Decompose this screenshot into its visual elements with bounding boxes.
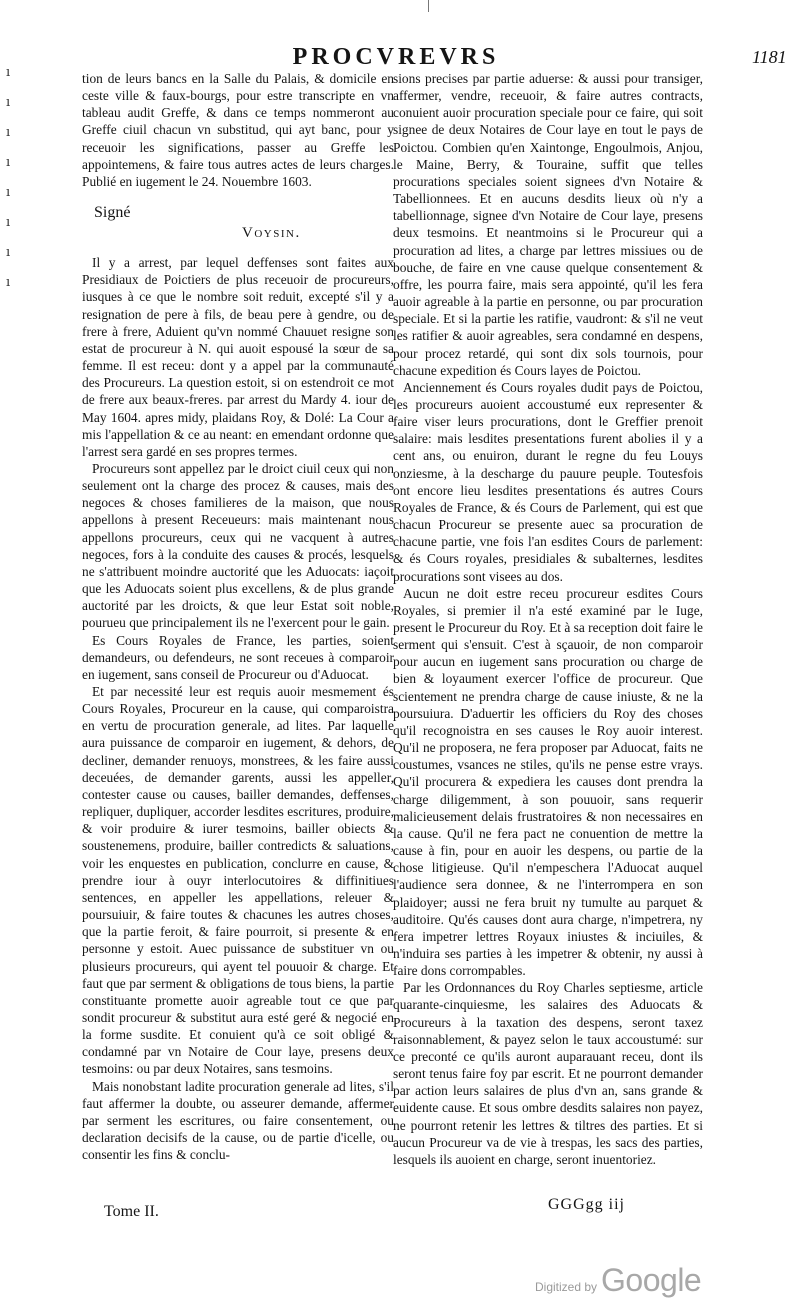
paragraph: Procureurs sont appellez par le droict ciuil ceux qui non seulement ont la charge des procez & causes, mais des negoces & choses familieres de la maison, que nous appellons à present Receueurs: mais maintenant nous appellons procureurs, ceux qui ne vacquent à autres negoces, fors à la conduite des causes & procés, lesquels ne s'attribuent moindre auctorité que les Aduocats: iaçoit que les Aduocats soient plus excellens, & de plus grande auctorité par les droicts, & que leur Estat soit noble, pourueu que principalement ils ne l'exercent pour le gain.	[82, 460, 394, 631]
margin-tick: ı	[6, 125, 11, 140]
paragraph: sions precises par partie aduerse: & aussi pour transiger, affermer, vendre, receuoir, & faire autres contracts, conuient auoir procuration speciale pour ce faire, qui soit signee de deux Notaires de Cour laye en tout le pays de Poictou. Combien qu'en Xaintonge, Engoulmois, Anjou, le Maine, Berry, & Touraine, suffit que telles procurations speciales soient signees d'vn Notaire & Tabellionnees. Et en aucuns desdits lieux où n'y a tabellionnage, signee d'vn Notaire de Cour laye, presens deux tesmoins. Et neantmoins si le Procureur qui a procuration ad lites, a charge par lettres missiues ou de bouche, de faire en vne cause quelque consentement & offre, les pourra faire, mais sera appointé, qu'il les fera auoir agreable à la partie en personne, ou par procuration speciale. Et si la partie les ratifie, vaudront: & s'il ne veut les ratifier & auoir agreables, sera condamné en despens, pour procez retardé, qui sont dix sols tournois, pour chacune expedition és Cours layes de Poictou.	[393, 71, 703, 378]
google-logo: Google	[601, 1262, 702, 1298]
signe-label: Signé	[94, 204, 131, 222]
volume-label: Tome II.	[104, 1203, 159, 1220]
margin-tick: ı	[6, 215, 11, 230]
margin-tick: ı	[6, 275, 11, 290]
margin-tick: ı	[6, 185, 11, 200]
paragraph: Aucun ne doit estre receu procureur esdites Cours Royales, si premier il n'a esté examiné par le Iuge, present le Procureur du Roy. Et à sa reception doit faire le serment qui s'ensuit. C'est à sçauoir, de non comparoir pour aucun en iugement sans procuration ou charge de bien & loyaument exercer l'office de procureur. Que scientement ne prendra charge de cause iniuste, & ne la poursuiura. D'aduertir les officiers du Roy des choses qu'il recognoistra en ses causes le Roy auoir interest. Qu'il ne proposera, ne fera proposer par Aduocat, faits ne coustumes, vsances ne stiles, qu'ils ne pense estre vrays. Qu'il procurera & expediera les causes dont prendra la charge diligemment, à son pouuoir, sans requerir malicieusement delais frustratoires & non necessaires en la cause. Qu'il ne fera pact ne conuention de mettre la cause à fin, pour en auoir les despens, ou partie de la chose litigieuse. Qu'il n'empeschera l'Aduocat auquel l'audience sera donnee, & ne l'interrompera en son plaidoyer; aussi ne fera bruit ny tumulte au parquet & auditoire. Qu'és causes dont aura charge, n'impetrera, ny fera impetrer lettres Royaux iniustes & inciuiles, & n'induira ses parties à les impetrer & obtenir, ny aussi à faire dons corrompables.	[393, 585, 703, 979]
left-column	[82, 70, 394, 1163]
margin-tick: ı	[6, 95, 11, 110]
margin-tick-marks	[6, 58, 22, 298]
paragraph: Es Cours Royales de France, les parties, soient demandeurs, ou defendeurs, ne sont receues à comparoir en iugement, sans conseil de Procureur ou d'Aduocat.	[82, 632, 394, 682]
margin-tick: ı	[6, 245, 11, 260]
top-crop-mark	[428, 0, 429, 12]
paragraph: tion de leurs bancs en la Salle du Palais, & domicile en ceste ville & faux-bourgs, pour estre transcripte en vn tableau audit Greffe, & dans ce temps nommeront au Greffe ciuil chacun vn substitud, qui ayt banc, pour y receuoir les significations, passer au Greffe les appointemens, & faire tous autres actes de leurs charges. Publié en iugement le 24. Nouembre 1603.	[82, 71, 394, 189]
page-number: 1181	[752, 47, 787, 67]
running-head: PROCVREVRS	[292, 44, 500, 70]
right-column	[393, 70, 703, 1168]
margin-tick: ı	[6, 65, 11, 80]
paragraph: Et par necessité leur est requis auoir mesmement és Cours Royales, Procureur en la cause, qui comparoistra en vertu de procuration generale, ad lites. Par laquelle aura puissance de comparoir en iugement, & dehors, de decliner, demander renuoys, monstrees, & les faire aussi deceuées, de demander garents, aussi les appeller, contester cause ou causes, bailler demandes, deffenses, repliquer, dupliquer, accorder lesdites escritures, produire, & voir produire & iurer tesmoins, bailler obiects & soustenemens, produire, bailler contredicts & saluations, voir les enquestes en publication, conclurre en cause, & prendre iour à ouyr interlocutoires & diffinitiues sentences, en appeller les appellations, releuer & poursuiuir, & faire toutes & chacunes les autres choses, que la partie feroit, & faire pourroit, si presente & en personne y estoit. Auec puissance de substituer vn ou plusieurs procureurs, qui ayent tel pouuoir & charge. Et faut que par serment & obligations de tous biens, la partie constituante promette auoir agreable tout ce que par sondit procureur & substitut aura esté geré & negocié en la forme susdite. Et conuient qu'à ce soit obligé & condamné par vn Notaire de Cour laye, presens deux tesmoins: ou par deux Notaires, sans tesmoins.	[82, 684, 394, 1077]
printer-signature-mark: GGGgg iij	[548, 1196, 625, 1213]
digitization-watermark	[535, 1262, 701, 1299]
margin-tick: ı	[6, 155, 11, 170]
paragraph: Il y a arrest, par lequel deffenses sont faites aux Presidiaux de Poictiers de plus receuoir de procureurs, iusques à ce que le nombre soit reduit, excepté s'il y a resignation de pere à fils, de beau pere à gendre, ou de frere à frere, Aduient qu'vn nommé Chauuet resigne son estat de procureur à N. qui auoit espousé la sœur de sa femme. Il est receu: dont y a appel par la communauté des Procureurs. La question estoit, si on estendroit ce mot de frere aux beaux-freres. par arrest du Mardy 4. iour de May 1604. apres midy, plaidans Roy, & Dolé: La Cour a mis l'appellation & ce au neant: en emendant ordonne que l'arrest sera gardé en ses propres termes.	[82, 255, 394, 459]
digitized-by-text: Digitized by	[535, 1280, 598, 1294]
signature-block	[82, 204, 394, 244]
paragraph: Par les Ordonnances du Roy Charles septiesme, article quarante-cinquiesme, les salaires des Aduocats & Procureurs à la taxation des despens, seront taxez raisonnablement, & payez selon le taux accoustumé: sur ce preconté ce qu'ils auront auparauant receu, dont ils seront tenus faire foy par escrit. Et ne pourront demander par action leurs salaires de plus d'vn an, sans grande & euidente cause. Et sous ombre desdits salaires non payez, ne pourront retenir les lettres & tiltres des parties. Et si aucun Procureur va de vie à trespas, les sacs des parties, lesquels ils auoient en charge, seront inuentoriez.	[393, 980, 703, 1167]
paragraph: Mais nonobstant ladite procuration generale ad lites, s'il faut affermer la doubte, ou asseurer demande, affermer par serment les escritures, ou faire consentement, ou declaration decisifs de la cause, ou de partie d'icelle, ou consentir les fins & conclu-	[82, 1078, 394, 1163]
paragraph: Anciennement és Cours royales dudit pays de Poictou, les procureurs auoient accoustumé eux representer & faire viser leurs procurations, dont le Greffier prenoit salaire: mais lesdites presentations furent abolies il y a cent ans, ou enuiron, durant le regne du feu Louys onziesme, à la descharge du pauure peuple. Toutesfois ont encore lieu lesdites presentations és autres Cours Royales de France, & és Cours de Parlement, qui est que chacun Procureur se presente auec sa procuration de chacune partie, vne fois l'an esdites Cours de parlement: & és Cours royales, presidiales & subalternes, lesdites procurations sont visees au dos.	[393, 379, 703, 584]
signatory-name: Voysin.	[242, 225, 301, 242]
